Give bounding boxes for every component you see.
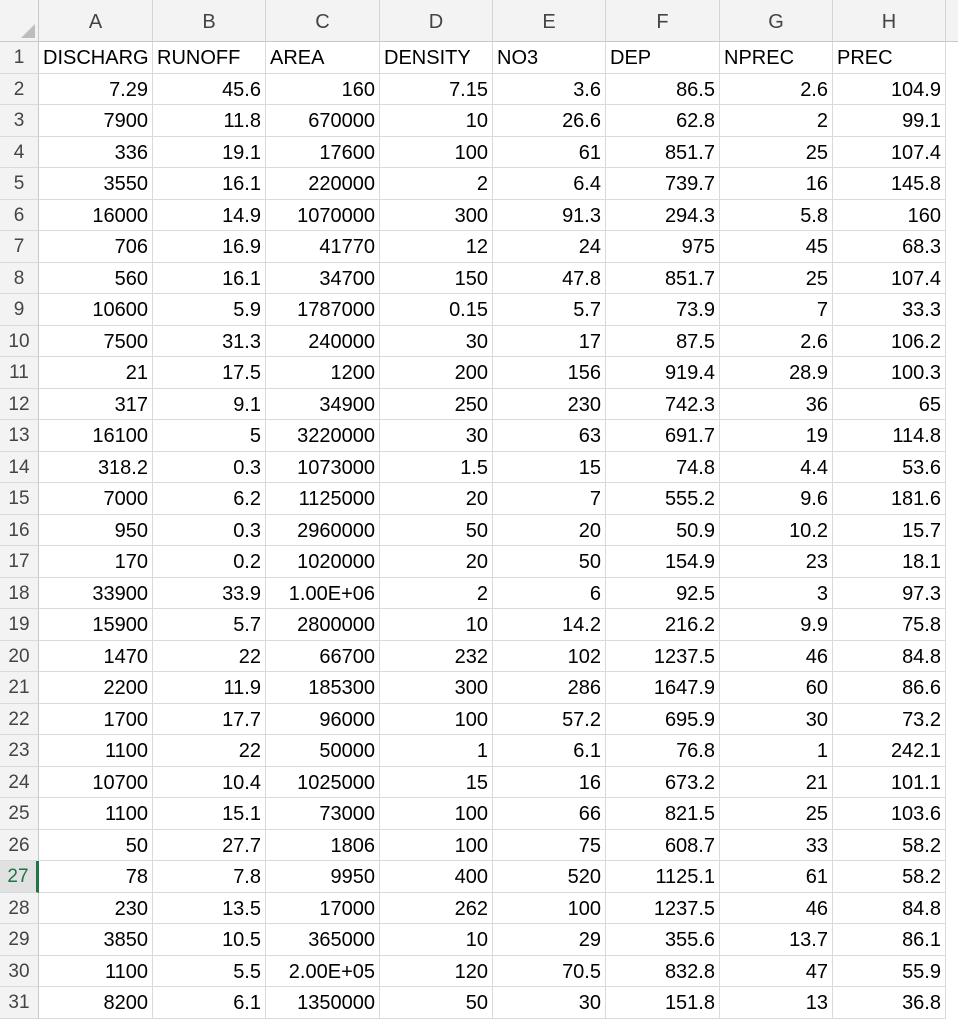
cell-e18[interactable]: 6 xyxy=(493,578,606,610)
cell-h26[interactable]: 58.2 xyxy=(833,830,946,862)
cell-h8[interactable]: 107.4 xyxy=(833,263,946,295)
row-header-27[interactable]: 27 xyxy=(0,861,39,893)
cell-e11[interactable]: 156 xyxy=(493,357,606,389)
cell-c15[interactable]: 1125000 xyxy=(266,483,380,515)
cell-d27[interactable]: 400 xyxy=(380,861,493,893)
select-all-corner[interactable] xyxy=(0,0,39,41)
cell-f22[interactable]: 695.9 xyxy=(606,704,720,736)
cell-c9[interactable]: 1787000 xyxy=(266,294,380,326)
cell-h3[interactable]: 99.1 xyxy=(833,105,946,137)
cell-b8[interactable]: 16.1 xyxy=(153,263,266,295)
cell-d7[interactable]: 12 xyxy=(380,231,493,263)
cell-g6[interactable]: 5.8 xyxy=(720,200,833,232)
row-header-24[interactable]: 24 xyxy=(0,767,39,799)
cell-c2[interactable]: 160 xyxy=(266,74,380,106)
column-header-c[interactable]: C xyxy=(266,0,380,41)
cell-g3[interactable]: 2 xyxy=(720,105,833,137)
cell-b27[interactable]: 7.8 xyxy=(153,861,266,893)
cell-g23[interactable]: 1 xyxy=(720,735,833,767)
cell-a5[interactable]: 3550 xyxy=(39,168,153,200)
cell-a1[interactable]: DISCHARG xyxy=(39,42,153,74)
row-header-4[interactable]: 4 xyxy=(0,137,39,169)
cell-c12[interactable]: 34900 xyxy=(266,389,380,421)
row-header-30[interactable]: 30 xyxy=(0,956,39,988)
cell-h29[interactable]: 86.1 xyxy=(833,924,946,956)
cell-a31[interactable]: 8200 xyxy=(39,987,153,1019)
row-header-19[interactable]: 19 xyxy=(0,609,39,641)
cell-c26[interactable]: 1806 xyxy=(266,830,380,862)
cell-g18[interactable]: 3 xyxy=(720,578,833,610)
cell-d21[interactable]: 300 xyxy=(380,672,493,704)
cell-b30[interactable]: 5.5 xyxy=(153,956,266,988)
cell-a2[interactable]: 7.29 xyxy=(39,74,153,106)
cell-e22[interactable]: 57.2 xyxy=(493,704,606,736)
cell-f5[interactable]: 739.7 xyxy=(606,168,720,200)
cell-b17[interactable]: 0.2 xyxy=(153,546,266,578)
column-header-f[interactable]: F xyxy=(606,0,720,41)
cell-d24[interactable]: 15 xyxy=(380,767,493,799)
cell-c18[interactable]: 1.00E+06 xyxy=(266,578,380,610)
cell-e28[interactable]: 100 xyxy=(493,893,606,925)
cell-e21[interactable]: 286 xyxy=(493,672,606,704)
cell-c24[interactable]: 1025000 xyxy=(266,767,380,799)
cell-b19[interactable]: 5.7 xyxy=(153,609,266,641)
cell-d11[interactable]: 200 xyxy=(380,357,493,389)
cell-d17[interactable]: 20 xyxy=(380,546,493,578)
cell-f20[interactable]: 1237.5 xyxy=(606,641,720,673)
cell-a28[interactable]: 230 xyxy=(39,893,153,925)
cell-e29[interactable]: 29 xyxy=(493,924,606,956)
cell-b9[interactable]: 5.9 xyxy=(153,294,266,326)
cell-a24[interactable]: 10700 xyxy=(39,767,153,799)
cell-e6[interactable]: 91.3 xyxy=(493,200,606,232)
cell-f27[interactable]: 1125.1 xyxy=(606,861,720,893)
cell-d22[interactable]: 100 xyxy=(380,704,493,736)
cell-h27[interactable]: 58.2 xyxy=(833,861,946,893)
cell-b23[interactable]: 22 xyxy=(153,735,266,767)
cell-c28[interactable]: 17000 xyxy=(266,893,380,925)
cell-f4[interactable]: 851.7 xyxy=(606,137,720,169)
cell-a20[interactable]: 1470 xyxy=(39,641,153,673)
cell-h22[interactable]: 73.2 xyxy=(833,704,946,736)
row-header-18[interactable]: 18 xyxy=(0,578,39,610)
cell-g7[interactable]: 45 xyxy=(720,231,833,263)
cell-d10[interactable]: 30 xyxy=(380,326,493,358)
cell-c10[interactable]: 240000 xyxy=(266,326,380,358)
cell-c31[interactable]: 1350000 xyxy=(266,987,380,1019)
column-header-a[interactable]: A xyxy=(39,0,153,41)
row-header-11[interactable]: 11 xyxy=(0,357,39,389)
cell-a22[interactable]: 1700 xyxy=(39,704,153,736)
cell-d3[interactable]: 10 xyxy=(380,105,493,137)
cell-e26[interactable]: 75 xyxy=(493,830,606,862)
cell-c17[interactable]: 1020000 xyxy=(266,546,380,578)
cell-a29[interactable]: 3850 xyxy=(39,924,153,956)
cell-d14[interactable]: 1.5 xyxy=(380,452,493,484)
cell-c14[interactable]: 1073000 xyxy=(266,452,380,484)
cell-a9[interactable]: 10600 xyxy=(39,294,153,326)
cell-f9[interactable]: 73.9 xyxy=(606,294,720,326)
cell-h17[interactable]: 18.1 xyxy=(833,546,946,578)
cell-d20[interactable]: 232 xyxy=(380,641,493,673)
cell-e8[interactable]: 47.8 xyxy=(493,263,606,295)
cell-b21[interactable]: 11.9 xyxy=(153,672,266,704)
cell-c19[interactable]: 2800000 xyxy=(266,609,380,641)
cell-g10[interactable]: 2.6 xyxy=(720,326,833,358)
cell-e2[interactable]: 3.6 xyxy=(493,74,606,106)
cell-e5[interactable]: 6.4 xyxy=(493,168,606,200)
cell-f10[interactable]: 87.5 xyxy=(606,326,720,358)
cell-h28[interactable]: 84.8 xyxy=(833,893,946,925)
cell-f13[interactable]: 691.7 xyxy=(606,420,720,452)
cell-d1[interactable]: DENSITY xyxy=(380,42,493,74)
cell-h31[interactable]: 36.8 xyxy=(833,987,946,1019)
cell-c5[interactable]: 220000 xyxy=(266,168,380,200)
cell-g8[interactable]: 25 xyxy=(720,263,833,295)
cell-f14[interactable]: 74.8 xyxy=(606,452,720,484)
row-header-22[interactable]: 22 xyxy=(0,704,39,736)
cell-g9[interactable]: 7 xyxy=(720,294,833,326)
row-header-26[interactable]: 26 xyxy=(0,830,39,862)
cell-c29[interactable]: 365000 xyxy=(266,924,380,956)
cell-e3[interactable]: 26.6 xyxy=(493,105,606,137)
cell-h12[interactable]: 65 xyxy=(833,389,946,421)
cell-f2[interactable]: 86.5 xyxy=(606,74,720,106)
cell-g13[interactable]: 19 xyxy=(720,420,833,452)
cell-f16[interactable]: 50.9 xyxy=(606,515,720,547)
row-header-17[interactable]: 17 xyxy=(0,546,39,578)
cell-g11[interactable]: 28.9 xyxy=(720,357,833,389)
cell-h10[interactable]: 106.2 xyxy=(833,326,946,358)
cell-a13[interactable]: 16100 xyxy=(39,420,153,452)
cell-h18[interactable]: 97.3 xyxy=(833,578,946,610)
cell-c7[interactable]: 41770 xyxy=(266,231,380,263)
cell-f21[interactable]: 1647.9 xyxy=(606,672,720,704)
cell-d2[interactable]: 7.15 xyxy=(380,74,493,106)
row-header-25[interactable]: 25 xyxy=(0,798,39,830)
row-header-31[interactable]: 31 xyxy=(0,987,39,1019)
cell-b22[interactable]: 17.7 xyxy=(153,704,266,736)
row-header-1[interactable]: 1 xyxy=(0,42,39,74)
cell-a21[interactable]: 2200 xyxy=(39,672,153,704)
row-header-21[interactable]: 21 xyxy=(0,672,39,704)
cell-g27[interactable]: 61 xyxy=(720,861,833,893)
cell-e20[interactable]: 102 xyxy=(493,641,606,673)
cell-h30[interactable]: 55.9 xyxy=(833,956,946,988)
cell-g21[interactable]: 60 xyxy=(720,672,833,704)
cell-g31[interactable]: 13 xyxy=(720,987,833,1019)
cell-g20[interactable]: 46 xyxy=(720,641,833,673)
cell-h1[interactable]: PREC xyxy=(833,42,946,74)
cell-g26[interactable]: 33 xyxy=(720,830,833,862)
cell-g1[interactable]: NPREC xyxy=(720,42,833,74)
row-header-8[interactable]: 8 xyxy=(0,263,39,295)
cell-h5[interactable]: 145.8 xyxy=(833,168,946,200)
cell-b3[interactable]: 11.8 xyxy=(153,105,266,137)
cell-e27[interactable]: 520 xyxy=(493,861,606,893)
cell-a12[interactable]: 317 xyxy=(39,389,153,421)
cell-e19[interactable]: 14.2 xyxy=(493,609,606,641)
cell-c22[interactable]: 96000 xyxy=(266,704,380,736)
row-header-9[interactable]: 9 xyxy=(0,294,39,326)
cell-b13[interactable]: 5 xyxy=(153,420,266,452)
cell-h23[interactable]: 242.1 xyxy=(833,735,946,767)
cell-g19[interactable]: 9.9 xyxy=(720,609,833,641)
cell-h6[interactable]: 160 xyxy=(833,200,946,232)
cell-a23[interactable]: 1100 xyxy=(39,735,153,767)
cell-c23[interactable]: 50000 xyxy=(266,735,380,767)
cell-b18[interactable]: 33.9 xyxy=(153,578,266,610)
cell-d9[interactable]: 0.15 xyxy=(380,294,493,326)
column-header-g[interactable]: G xyxy=(720,0,833,41)
cell-c6[interactable]: 1070000 xyxy=(266,200,380,232)
cell-c8[interactable]: 34700 xyxy=(266,263,380,295)
cell-d16[interactable]: 50 xyxy=(380,515,493,547)
cell-h9[interactable]: 33.3 xyxy=(833,294,946,326)
cell-b20[interactable]: 22 xyxy=(153,641,266,673)
cell-c20[interactable]: 66700 xyxy=(266,641,380,673)
cell-h16[interactable]: 15.7 xyxy=(833,515,946,547)
cell-c30[interactable]: 2.00E+05 xyxy=(266,956,380,988)
cell-g17[interactable]: 23 xyxy=(720,546,833,578)
cell-f19[interactable]: 216.2 xyxy=(606,609,720,641)
cell-h13[interactable]: 114.8 xyxy=(833,420,946,452)
row-header-29[interactable]: 29 xyxy=(0,924,39,956)
cell-f31[interactable]: 151.8 xyxy=(606,987,720,1019)
cell-d18[interactable]: 2 xyxy=(380,578,493,610)
cell-g24[interactable]: 21 xyxy=(720,767,833,799)
cell-e4[interactable]: 61 xyxy=(493,137,606,169)
cell-e30[interactable]: 70.5 xyxy=(493,956,606,988)
cell-e31[interactable]: 30 xyxy=(493,987,606,1019)
cell-g15[interactable]: 9.6 xyxy=(720,483,833,515)
cell-a15[interactable]: 7000 xyxy=(39,483,153,515)
cell-f11[interactable]: 919.4 xyxy=(606,357,720,389)
row-header-23[interactable]: 23 xyxy=(0,735,39,767)
cell-h25[interactable]: 103.6 xyxy=(833,798,946,830)
row-header-12[interactable]: 12 xyxy=(0,389,39,421)
cell-e12[interactable]: 230 xyxy=(493,389,606,421)
cell-g30[interactable]: 47 xyxy=(720,956,833,988)
cell-c3[interactable]: 670000 xyxy=(266,105,380,137)
cell-f1[interactable]: DEP xyxy=(606,42,720,74)
cell-a25[interactable]: 1100 xyxy=(39,798,153,830)
cell-g5[interactable]: 16 xyxy=(720,168,833,200)
cell-b31[interactable]: 6.1 xyxy=(153,987,266,1019)
cell-f6[interactable]: 294.3 xyxy=(606,200,720,232)
cell-e7[interactable]: 24 xyxy=(493,231,606,263)
cell-b6[interactable]: 14.9 xyxy=(153,200,266,232)
row-header-2[interactable]: 2 xyxy=(0,74,39,106)
cell-b11[interactable]: 17.5 xyxy=(153,357,266,389)
cell-g29[interactable]: 13.7 xyxy=(720,924,833,956)
row-header-15[interactable]: 15 xyxy=(0,483,39,515)
cell-a17[interactable]: 170 xyxy=(39,546,153,578)
column-header-b[interactable]: B xyxy=(153,0,266,41)
cell-d19[interactable]: 10 xyxy=(380,609,493,641)
row-header-16[interactable]: 16 xyxy=(0,515,39,547)
row-header-14[interactable]: 14 xyxy=(0,452,39,484)
cell-g2[interactable]: 2.6 xyxy=(720,74,833,106)
cell-g12[interactable]: 36 xyxy=(720,389,833,421)
cell-g28[interactable]: 46 xyxy=(720,893,833,925)
cell-h4[interactable]: 107.4 xyxy=(833,137,946,169)
cell-e1[interactable]: NO3 xyxy=(493,42,606,74)
cell-h7[interactable]: 68.3 xyxy=(833,231,946,263)
row-header-5[interactable]: 5 xyxy=(0,168,39,200)
column-header-h[interactable]: H xyxy=(833,0,946,41)
cell-c16[interactable]: 2960000 xyxy=(266,515,380,547)
cell-b7[interactable]: 16.9 xyxy=(153,231,266,263)
cell-a30[interactable]: 1100 xyxy=(39,956,153,988)
cell-b25[interactable]: 15.1 xyxy=(153,798,266,830)
cell-d28[interactable]: 262 xyxy=(380,893,493,925)
cell-g25[interactable]: 25 xyxy=(720,798,833,830)
row-header-7[interactable]: 7 xyxy=(0,231,39,263)
cell-e9[interactable]: 5.7 xyxy=(493,294,606,326)
cell-e24[interactable]: 16 xyxy=(493,767,606,799)
cell-h15[interactable]: 181.6 xyxy=(833,483,946,515)
cell-a3[interactable]: 7900 xyxy=(39,105,153,137)
row-header-13[interactable]: 13 xyxy=(0,420,39,452)
cell-e15[interactable]: 7 xyxy=(493,483,606,515)
cell-f15[interactable]: 555.2 xyxy=(606,483,720,515)
cell-f23[interactable]: 76.8 xyxy=(606,735,720,767)
cell-h21[interactable]: 86.6 xyxy=(833,672,946,704)
cell-b28[interactable]: 13.5 xyxy=(153,893,266,925)
cell-a26[interactable]: 50 xyxy=(39,830,153,862)
cell-d5[interactable]: 2 xyxy=(380,168,493,200)
cell-c21[interactable]: 185300 xyxy=(266,672,380,704)
cell-d12[interactable]: 250 xyxy=(380,389,493,421)
cell-c25[interactable]: 73000 xyxy=(266,798,380,830)
cell-d29[interactable]: 10 xyxy=(380,924,493,956)
cell-d13[interactable]: 30 xyxy=(380,420,493,452)
cell-b14[interactable]: 0.3 xyxy=(153,452,266,484)
row-header-10[interactable]: 10 xyxy=(0,326,39,358)
cell-b16[interactable]: 0.3 xyxy=(153,515,266,547)
cell-b10[interactable]: 31.3 xyxy=(153,326,266,358)
cell-b2[interactable]: 45.6 xyxy=(153,74,266,106)
cell-f3[interactable]: 62.8 xyxy=(606,105,720,137)
cell-c4[interactable]: 17600 xyxy=(266,137,380,169)
cell-g16[interactable]: 10.2 xyxy=(720,515,833,547)
cell-h11[interactable]: 100.3 xyxy=(833,357,946,389)
cell-b26[interactable]: 27.7 xyxy=(153,830,266,862)
cell-f28[interactable]: 1237.5 xyxy=(606,893,720,925)
cell-a16[interactable]: 950 xyxy=(39,515,153,547)
cell-f7[interactable]: 975 xyxy=(606,231,720,263)
cell-b24[interactable]: 10.4 xyxy=(153,767,266,799)
column-header-d[interactable]: D xyxy=(380,0,493,41)
cell-d23[interactable]: 1 xyxy=(380,735,493,767)
cell-d30[interactable]: 120 xyxy=(380,956,493,988)
cell-f8[interactable]: 851.7 xyxy=(606,263,720,295)
cell-e10[interactable]: 17 xyxy=(493,326,606,358)
column-header-row xyxy=(0,0,958,42)
cell-d25[interactable]: 100 xyxy=(380,798,493,830)
cell-b1[interactable]: RUNOFF xyxy=(153,42,266,74)
row-header-28[interactable]: 28 xyxy=(0,893,39,925)
cell-a7[interactable]: 706 xyxy=(39,231,153,263)
cell-h19[interactable]: 75.8 xyxy=(833,609,946,641)
cell-b12[interactable]: 9.1 xyxy=(153,389,266,421)
row-header-20[interactable]: 20 xyxy=(0,641,39,673)
cell-g4[interactable]: 25 xyxy=(720,137,833,169)
cell-a11[interactable]: 21 xyxy=(39,357,153,389)
cell-e13[interactable]: 63 xyxy=(493,420,606,452)
cell-a4[interactable]: 336 xyxy=(39,137,153,169)
cell-f12[interactable]: 742.3 xyxy=(606,389,720,421)
cell-f29[interactable]: 355.6 xyxy=(606,924,720,956)
cell-f17[interactable]: 154.9 xyxy=(606,546,720,578)
cell-h24[interactable]: 101.1 xyxy=(833,767,946,799)
cell-c27[interactable]: 9950 xyxy=(266,861,380,893)
cell-c11[interactable]: 1200 xyxy=(266,357,380,389)
cell-a6[interactable]: 16000 xyxy=(39,200,153,232)
cell-f26[interactable]: 608.7 xyxy=(606,830,720,862)
cell-a8[interactable]: 560 xyxy=(39,263,153,295)
cell-e23[interactable]: 6.1 xyxy=(493,735,606,767)
cell-a18[interactable]: 33900 xyxy=(39,578,153,610)
cell-c1[interactable]: AREA xyxy=(266,42,380,74)
cell-b4[interactable]: 19.1 xyxy=(153,137,266,169)
cell-a14[interactable]: 318.2 xyxy=(39,452,153,484)
cell-d4[interactable]: 100 xyxy=(380,137,493,169)
cell-c13[interactable]: 3220000 xyxy=(266,420,380,452)
row-header-3[interactable]: 3 xyxy=(0,105,39,137)
cell-h20[interactable]: 84.8 xyxy=(833,641,946,673)
cell-d26[interactable]: 100 xyxy=(380,830,493,862)
cell-g14[interactable]: 4.4 xyxy=(720,452,833,484)
cell-h14[interactable]: 53.6 xyxy=(833,452,946,484)
cell-e17[interactable]: 50 xyxy=(493,546,606,578)
cell-d15[interactable]: 20 xyxy=(380,483,493,515)
cell-f18[interactable]: 92.5 xyxy=(606,578,720,610)
row-header-6[interactable]: 6 xyxy=(0,200,39,232)
cell-b5[interactable]: 16.1 xyxy=(153,168,266,200)
cell-f24[interactable]: 673.2 xyxy=(606,767,720,799)
cell-d6[interactable]: 300 xyxy=(380,200,493,232)
cell-g22[interactable]: 30 xyxy=(720,704,833,736)
cell-h2[interactable]: 104.9 xyxy=(833,74,946,106)
cell-d31[interactable]: 50 xyxy=(380,987,493,1019)
cell-d8[interactable]: 150 xyxy=(380,263,493,295)
cell-a27[interactable]: 78 xyxy=(39,861,153,893)
cell-e14[interactable]: 15 xyxy=(493,452,606,484)
cell-a19[interactable]: 15900 xyxy=(39,609,153,641)
cell-e16[interactable]: 20 xyxy=(493,515,606,547)
cell-a10[interactable]: 7500 xyxy=(39,326,153,358)
cell-f25[interactable]: 821.5 xyxy=(606,798,720,830)
cell-e25[interactable]: 66 xyxy=(493,798,606,830)
cell-b15[interactable]: 6.2 xyxy=(153,483,266,515)
column-header-e[interactable]: E xyxy=(493,0,606,41)
cell-f30[interactable]: 832.8 xyxy=(606,956,720,988)
cell-b29[interactable]: 10.5 xyxy=(153,924,266,956)
